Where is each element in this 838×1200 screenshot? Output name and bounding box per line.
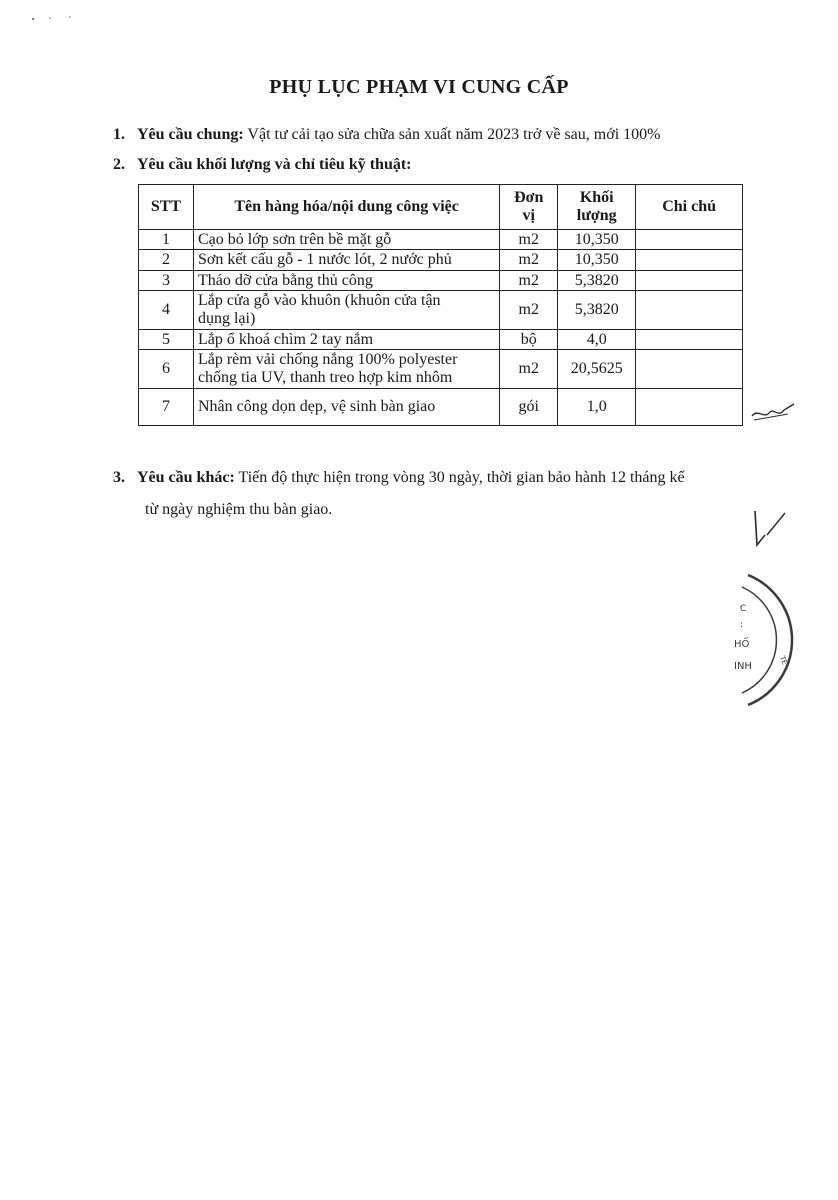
cell-note [636,250,743,271]
section-number: 1. [113,126,125,143]
section-text: Vật tư cải tạo sửa chữa sản xuất năm 2023 trở về sau, mới 100% [247,126,661,143]
section-number: 3. [113,469,125,486]
cell-unit: bộ [500,330,558,350]
table-row [139,250,743,271]
seal-text-inh: INH [734,661,752,672]
table-row [139,350,743,389]
header-name: Tên hàng hóa/nội dung công việc [193,185,499,230]
seal-text-te: TẾ [778,654,789,666]
initials-signature [748,398,798,428]
table-row [139,230,743,250]
header-note: Chi chú [636,185,743,230]
cell-qty: 5,3820 [558,291,636,330]
cell-qty: 10,350 [558,230,636,250]
header-stt: STT [139,185,194,230]
cell-name-line2: chống tia UV, thanh treo hợp kim nhôm [197,369,453,386]
cell-note [636,230,743,250]
section-label: Yêu cầu khối lượng và chỉ tiêu kỹ thuật: [137,156,412,173]
cell-qty: 10,350 [558,250,636,271]
section-text-line1: Tiến độ thực hiện trong vòng 30 ngày, thời gian bảo hành 12 tháng kể [238,469,685,486]
section-label: Yêu cầu chung: [137,126,244,143]
cell-stt: 1 [139,230,194,250]
cell-qty: 5,3820 [558,271,636,291]
cell-unit: m2 [500,291,558,330]
cell-name [193,291,499,330]
scope-table [138,184,743,426]
table-row [139,330,743,350]
cell-note [636,271,743,291]
cell-stt: 6 [139,350,194,389]
cell-qty: 1,0 [558,389,636,426]
header-qty [558,185,636,230]
cell-unit: m2 [500,271,558,291]
section-general-requirements [113,125,660,145]
section-number: 2. [113,156,125,173]
header-qty-line1: Khối [579,189,614,206]
cell-note [636,291,743,330]
header-unit [500,185,558,230]
seal-text-ho: HỐ [734,639,750,650]
cell-stt: 3 [139,271,194,291]
cell-unit: m2 [500,250,558,271]
seal-text-colon: : [740,620,744,630]
seal-text-c: C [740,604,747,614]
table-row [139,389,743,426]
cell-unit: m2 [500,230,558,250]
cell-unit: m2 [500,350,558,389]
company-seal [718,565,818,715]
cell-note [636,350,743,389]
table-header-row [139,185,743,230]
header-qty-line2: lượng [576,207,617,224]
cell-qty: 4,0 [558,330,636,350]
header-unit-line2: vị [522,207,535,224]
section-quantity-requirements [113,155,412,175]
cell-name: Sơn kết cấu gỗ - 1 nước lót, 2 nước phủ [193,250,499,271]
header-unit-line1: Đơn [514,189,544,206]
cell-stt: 7 [139,389,194,426]
section-text-line2: từ ngày nghiệm thu bàn giao. [145,501,333,518]
signature-mark [745,505,790,555]
cell-name: Tháo dỡ cửa bằng thủ công [193,271,499,291]
section-label: Yêu cầu khác: [137,469,235,486]
cell-note [636,389,743,426]
cell-stt: 4 [139,291,194,330]
table-row [139,271,743,291]
cell-name-line1: Lắp cửa gỗ vào khuôn (khuôn cửa tận [197,292,441,309]
cell-name: Nhân công dọn dẹp, vệ sinh bàn giao [193,389,499,426]
table-row [139,291,743,330]
cell-qty: 20,5625 [558,350,636,389]
cell-note [636,330,743,350]
scan-specks [30,14,80,24]
cell-unit: gói [500,389,558,426]
section-other-requirements [113,462,763,526]
cell-name: Cạo bỏ lớp sơn trên bề mặt gỗ [193,230,499,250]
cell-name: Lắp ổ khoá chìm 2 tay nắm [193,330,499,350]
document-title: PHỤ LỤC PHẠM VI CUNG CẤP [269,76,569,98]
cell-name-line2: dụng lại) [197,310,256,327]
cell-stt: 2 [139,250,194,271]
cell-stt: 5 [139,330,194,350]
cell-name-line1: Lắp rèm vải chống nắng 100% polyester [197,351,458,368]
cell-name [193,350,499,389]
